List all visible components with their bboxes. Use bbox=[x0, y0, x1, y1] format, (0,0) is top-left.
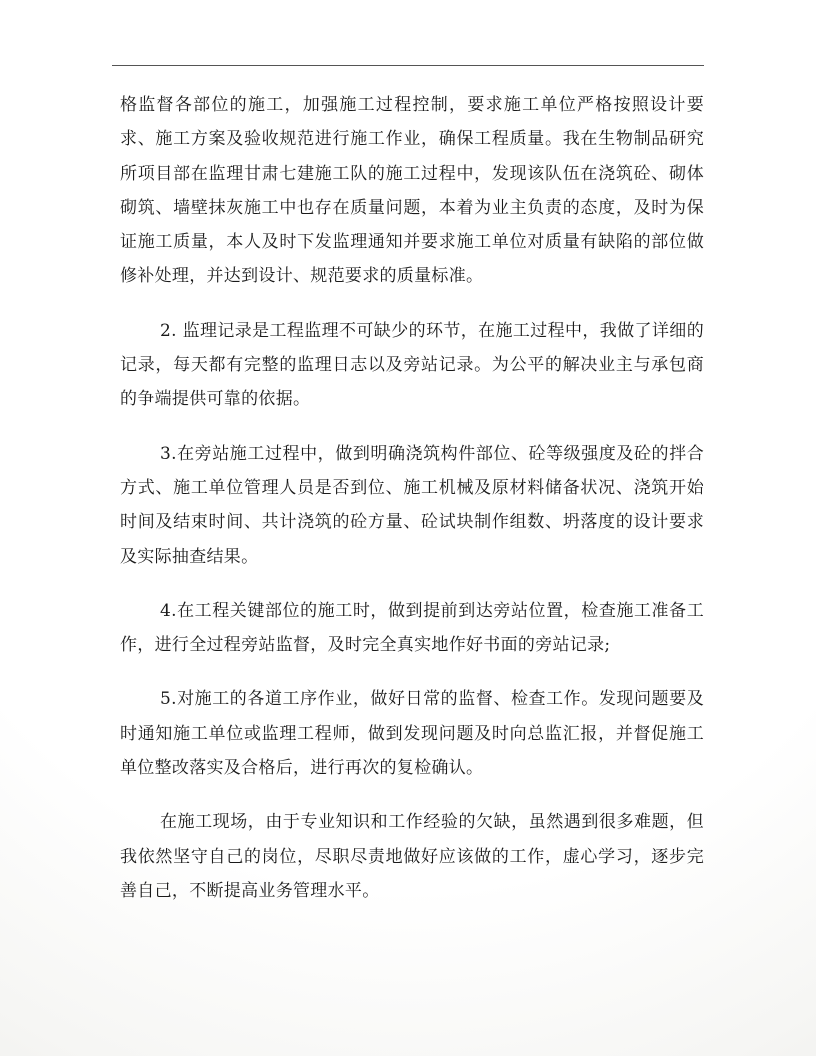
document-body bbox=[120, 88, 704, 928]
paragraph-item-2: 2. 监理记录是工程监理不可缺少的环节，在施工过程中，我做了详细的记录，每天都有完整的监理日志以及旁站记录。为公平的解决业主与承包商的争端提供可靠的依据。 bbox=[120, 320, 704, 410]
paragraph-conclusion: 在施工现场，由于专业知识和工作经验的欠缺，虽然遇到很多难题，但我依然坚守自己的岗位，尽职尽责地做好应该做的工作，虚心学习，逐步完善自己，不断提高业务管理水平。 bbox=[120, 812, 704, 901]
paragraph-item-3: 3.在旁站施工过程中，做到明确浇筑构件部位、砼等级强度及砼的拌合方式、施工单位管理人员是否到位、施工机械及原材料储备状况、浇筑开始时间及结束时间、共计浇筑的砼方量、砼试块制作组数、坍落度的设计要求及实际抽查结果。 bbox=[120, 443, 704, 567]
paragraph-item-5: 5.对施工的各道工序作业，做好日常的监督、检查工作。发现问题要及时通知施工单位或监理工程师，做到发现问题及时向总监汇报，并督促施工单位整改落实及合格后，进行再次的复检确认。 bbox=[120, 689, 704, 779]
header-rule bbox=[112, 65, 704, 66]
paragraph-item-4: 4.在工程关键部位的施工时，做到提前到达旁站位置，检查施工准备工作，进行全过程旁站监督，及时完全真实地作好书面的旁站记录; bbox=[120, 600, 704, 656]
paragraph-continuation: 格监督各部位的施工，加强施工过程控制，要求施工单位严格按照设计要求、施工方案及验收规范进行施工作业，确保工程质量。我在生物制品研究所项目部在监理甘肃七建施工队的施工过程中，发现该队伍在浇筑砼、砌体砌筑、墙壁抹灰施工中也存在质量问题，本着为业主负责的态度，及时为保证施工质量，本人及时下发监理通知并要求施工单位对质量有缺陷的部位做修补处理，并达到设计、规范要求的质量标准。 bbox=[120, 95, 704, 287]
